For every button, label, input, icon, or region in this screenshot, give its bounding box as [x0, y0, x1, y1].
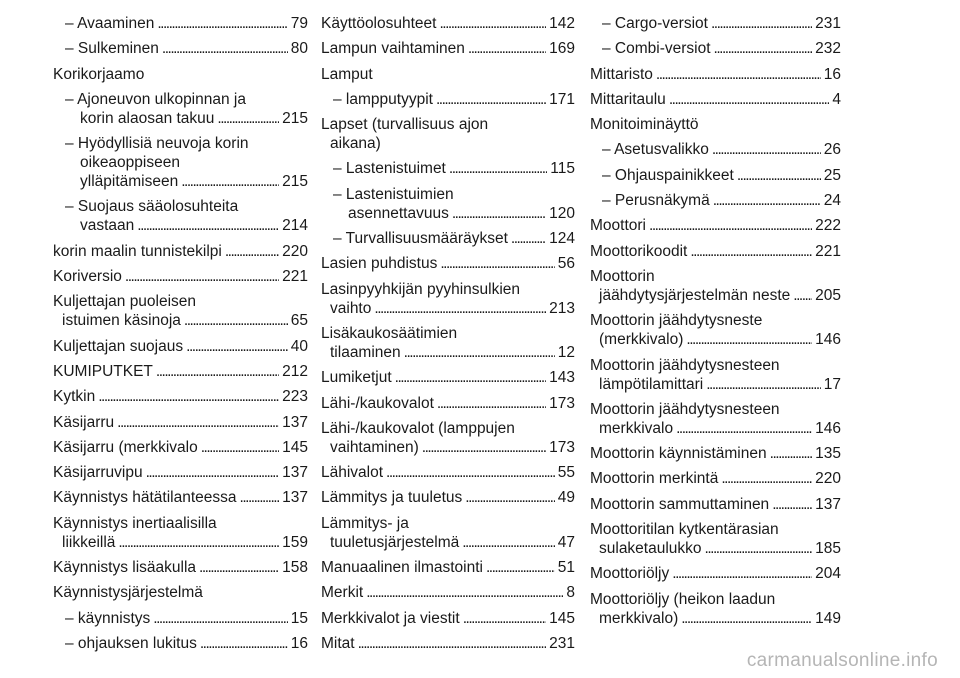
entry-text: Moottorin sammuttaminen: [590, 495, 770, 513]
index-subentry: [53, 609, 308, 628]
index-entry: [321, 558, 575, 577]
dot-leader: [440, 254, 554, 273]
index-subentry: [53, 90, 308, 128]
page-number: 4: [832, 90, 841, 108]
page-number: 24: [823, 192, 841, 210]
entry-text: Moottori: [590, 217, 646, 235]
dot-leader: [439, 14, 546, 33]
entry-text: Lasien puhdistus: [321, 255, 438, 273]
entry-text: korin maalin tunnistekilpi: [53, 242, 222, 260]
index-entry: [53, 337, 308, 356]
dot-leader: [437, 394, 546, 413]
dot-leader: [705, 539, 813, 558]
page-number: 159: [282, 533, 308, 551]
dot-leader: [676, 419, 812, 438]
page-number: 142: [549, 15, 575, 32]
dot-leader: [184, 311, 288, 330]
entry-text: – Sulkeminen: [65, 40, 159, 58]
page-number: 223: [282, 388, 308, 406]
entry-text: – Lastenistuimet: [333, 160, 446, 178]
entry-text: Lämmitys ja tuuletus: [321, 489, 463, 507]
entry-text: jäähdytysjärjestelmän neste: [599, 286, 791, 304]
dot-leader: [711, 14, 812, 33]
entry-text: merkkivalo): [599, 609, 679, 627]
page-number: 215: [282, 173, 308, 191]
entry-text: Käynnistys inertiaalisilla: [53, 514, 217, 532]
dot-leader: [118, 533, 279, 552]
index-column-1: [53, 14, 308, 659]
page-number: 124: [549, 230, 575, 248]
entry-text: – Hyödyllisiä neuvoja korin: [65, 135, 249, 153]
entry-text: Käsijarru: [53, 413, 115, 431]
page-number: 212: [282, 362, 308, 380]
index-entry: [321, 115, 575, 153]
entry-text: korin alaosan takuu: [80, 109, 215, 127]
page-number: 213: [549, 299, 575, 317]
dot-leader: [686, 330, 812, 349]
index-subentry: [53, 634, 308, 653]
index-entry: [53, 267, 308, 286]
index-entry: [321, 514, 575, 552]
dot-leader: [465, 488, 554, 507]
page-number: 220: [282, 242, 308, 260]
page-number: 149: [815, 609, 841, 627]
entry-text: Moottoritilan kytkentärasian: [590, 521, 779, 539]
dot-leader: [404, 343, 555, 362]
index-entry: [590, 115, 841, 134]
entry-text: Moottorin jäähdytysnesteen: [590, 400, 780, 418]
entry-text: Moottorin jäähdytysnesteen: [590, 356, 780, 374]
page-number: 12: [557, 343, 575, 361]
page-number: 17: [823, 375, 841, 393]
entry-text: ylläpitämiseen: [80, 173, 179, 191]
entry-text: vaihtaminen): [330, 438, 419, 456]
dot-leader: [452, 204, 546, 223]
entry-text: – käynnistys: [65, 609, 151, 627]
index-entry: [321, 65, 575, 84]
page-number: 214: [282, 217, 308, 235]
entry-text: Lamput: [321, 65, 373, 83]
dot-leader: [681, 609, 812, 628]
entry-text: Kytkin: [53, 388, 96, 406]
page-number: 40: [290, 337, 308, 355]
dot-leader: [486, 558, 555, 577]
entry-text: Moottorin: [590, 267, 655, 285]
index-subentry: [321, 185, 575, 223]
index-entry: [590, 520, 841, 558]
dot-leader: [146, 463, 280, 482]
entry-text: Lumiketjut: [321, 369, 392, 387]
page-number: 169: [549, 40, 575, 58]
page-number: 171: [549, 90, 575, 108]
index-entry: [590, 216, 841, 235]
index-subentry: [321, 159, 575, 178]
dot-leader: [463, 609, 546, 628]
index-entry: [590, 65, 841, 84]
entry-text: – Cargo-versiot: [602, 15, 708, 32]
page-number: 26: [823, 141, 841, 159]
dot-leader: [162, 39, 288, 58]
dot-leader: [358, 634, 547, 653]
entry-text: aikana): [330, 135, 381, 153]
page-number: 135: [815, 445, 841, 463]
entry-text: Kuljettajan suojaus: [53, 337, 184, 355]
entry-text: tuuletusjärjestelmä: [330, 533, 460, 551]
entry-text: Moottoriöljy (heikon laadun: [590, 590, 776, 608]
index-entry: [53, 514, 308, 552]
index-entry: [321, 280, 575, 318]
index-entry: [321, 634, 575, 653]
entry-text: Käynnistys hätätilanteessa: [53, 489, 237, 507]
index-entry: [53, 292, 308, 330]
entry-text: – Avaaminen: [65, 15, 155, 32]
dot-leader: [374, 299, 546, 318]
entry-text: – lampputyypit: [333, 90, 433, 108]
entry-text: Merkit: [321, 584, 364, 602]
dot-leader: [649, 216, 812, 235]
index-entry: [590, 444, 841, 463]
index-entry: [53, 362, 308, 381]
dot-leader: [690, 242, 812, 261]
entry-text: Korikorjaamo: [53, 65, 145, 83]
index-entry: [590, 469, 841, 488]
dot-leader: [449, 159, 547, 178]
entry-text: Lähi-/kaukovalot: [321, 394, 434, 412]
dot-leader: [153, 609, 287, 628]
entry-text: vaihto: [330, 299, 372, 317]
entry-text: – Perusnäkymä: [602, 192, 710, 210]
watermark: carmanualsonline.info: [746, 650, 938, 671]
entry-text: – Turvallisuusmääräykset: [333, 230, 508, 248]
entry-text: merkkivalo: [599, 419, 674, 437]
page-number: 56: [557, 255, 575, 273]
dot-leader: [225, 242, 279, 261]
dot-leader: [772, 495, 812, 514]
dot-leader: [422, 438, 546, 457]
index-entry: [53, 463, 308, 482]
entry-text: lämpötilamittari: [599, 375, 704, 393]
index-subentry: [53, 14, 308, 33]
page-number: 221: [815, 242, 841, 260]
dot-leader: [706, 375, 821, 394]
index-entry: [53, 583, 308, 602]
dot-leader: [240, 488, 280, 507]
entry-text: Lämmitys- ja: [321, 514, 409, 532]
entry-text: liikkeillä: [62, 533, 116, 551]
dot-leader: [713, 191, 821, 210]
dot-leader: [462, 533, 555, 552]
entry-text: – ohjauksen lukitus: [65, 634, 197, 652]
index-subentry: [590, 14, 841, 33]
dot-leader: [436, 90, 546, 109]
index-entry: [53, 242, 308, 261]
entry-text: tilaaminen: [330, 343, 401, 361]
dot-leader: [737, 166, 821, 185]
dot-leader: [386, 463, 555, 482]
index-entry: [321, 463, 575, 482]
entry-text: Manuaalinen ilmastointi: [321, 559, 483, 577]
index-subentry: [321, 90, 575, 109]
dot-leader: [117, 413, 279, 432]
entry-text: Mittaritaulu: [590, 90, 666, 108]
entry-text: – Suojaus sääolosuhteita: [65, 198, 239, 216]
dot-leader: [157, 14, 287, 33]
dot-leader: [98, 387, 279, 406]
index-entry: [590, 311, 841, 349]
dot-leader: [125, 267, 279, 286]
entry-text: sulaketaulukko: [599, 540, 702, 558]
entry-text: Lasinpyyhkijän pyyhinsulkien: [321, 280, 521, 298]
entry-text: Käynnistys lisäakulla: [53, 559, 197, 577]
dot-leader: [156, 362, 279, 381]
page-number: 120: [549, 204, 575, 222]
entry-text: oikeaoppiseen: [80, 154, 180, 172]
dot-leader: [712, 140, 821, 159]
entry-text: (merkkivalo): [599, 331, 684, 349]
index-subentry: [53, 134, 308, 191]
page-number: 146: [815, 419, 841, 437]
page-number: 231: [549, 634, 575, 652]
index-entry: [590, 590, 841, 628]
index-subentry: [53, 39, 308, 58]
page-number: 25: [823, 166, 841, 184]
entry-text: Mittaristo: [590, 65, 653, 83]
entry-text: istuimen käsinoja: [62, 312, 181, 330]
page-number: 173: [549, 438, 575, 456]
dot-leader: [656, 65, 821, 84]
entry-text: Koriversio: [53, 268, 122, 286]
dot-leader: [672, 564, 812, 583]
index-entry: [321, 488, 575, 507]
index-entry: [321, 394, 575, 413]
entry-text: – Combi-versiot: [602, 40, 711, 58]
index-entry: [590, 90, 841, 109]
dot-leader: [201, 438, 279, 457]
entry-text: Moottorin jäähdytysneste: [590, 312, 763, 330]
page-number: 65: [290, 312, 308, 330]
index-subentry: [590, 166, 841, 185]
dot-leader: [395, 368, 546, 387]
page-number: 137: [282, 489, 308, 507]
page-number: 145: [282, 438, 308, 456]
dot-leader: [186, 337, 288, 356]
page-number: 204: [815, 565, 841, 583]
page-number: 137: [815, 495, 841, 513]
dot-leader: [714, 39, 813, 58]
entry-text: asennettavuus: [348, 204, 449, 222]
page-number: 220: [815, 470, 841, 488]
entry-text: Lampun vaihtaminen: [321, 40, 465, 58]
page-number: 55: [557, 464, 575, 482]
page-number: 49: [557, 489, 575, 507]
index-entry: [53, 413, 308, 432]
page-number: 137: [282, 413, 308, 431]
index-entry: [321, 14, 575, 33]
page-number: 231: [815, 15, 841, 32]
page-number: 205: [815, 286, 841, 304]
page-number: 146: [815, 331, 841, 349]
index-entry: [590, 267, 841, 305]
entry-text: Moottorikoodit: [590, 242, 688, 260]
dot-leader: [511, 229, 546, 248]
entry-text: vastaan: [80, 217, 135, 235]
page-number: 79: [290, 15, 308, 32]
entry-text: Moottoriöljy: [590, 565, 670, 583]
index-entry: [321, 419, 575, 457]
page-number: 232: [815, 40, 841, 58]
page-number: 15: [290, 609, 308, 627]
dot-leader: [181, 172, 279, 191]
entry-text: – Ajoneuvon ulkopinnan ja: [65, 90, 246, 108]
index-entry: [53, 488, 308, 507]
entry-text: Käyttöolosuhteet: [321, 15, 437, 32]
index-entry: [53, 558, 308, 577]
index-subentry: [590, 39, 841, 58]
page-number: 185: [815, 540, 841, 558]
entry-text: – Lastenistuimien: [333, 185, 454, 203]
page-number: 137: [282, 464, 308, 482]
page-number: 222: [815, 217, 841, 235]
index-subentry: [53, 197, 308, 235]
index-subentry: [321, 229, 575, 248]
entry-text: Lapset (turvallisuus ajon: [321, 116, 489, 134]
entry-text: KUMIPUTKET: [53, 362, 153, 380]
index-entry: [321, 583, 575, 602]
dot-leader: [217, 109, 279, 128]
page-number: 16: [290, 634, 308, 652]
entry-text: Lisäkaukosäätimien: [321, 324, 458, 342]
index-subentry: [590, 140, 841, 159]
entry-text: Käynnistysjärjestelmä: [53, 584, 203, 602]
index-entry: [590, 242, 841, 261]
index-column-2: [321, 14, 575, 659]
entry-text: Moottorin merkintä: [590, 470, 719, 488]
entry-text: Käsijarruvipu: [53, 464, 143, 482]
dot-leader: [366, 583, 563, 602]
page-number: 8: [566, 584, 575, 602]
dot-leader: [199, 558, 279, 577]
page-number: 145: [549, 609, 575, 627]
index-entry: [321, 609, 575, 628]
dot-leader: [468, 39, 546, 58]
index-column-3: [590, 14, 841, 634]
page-number: 115: [550, 160, 575, 178]
index-entry: [590, 564, 841, 583]
dot-leader: [137, 216, 279, 235]
index-entry: [590, 356, 841, 394]
entry-text: Lähivalot: [321, 464, 384, 482]
page-number: 173: [549, 394, 575, 412]
page-number: 143: [549, 369, 575, 387]
dot-leader: [770, 444, 813, 463]
page-number: 215: [282, 109, 308, 127]
index-entry: [590, 400, 841, 438]
entry-text: Monitoiminäyttö: [590, 116, 699, 134]
page-number: 221: [282, 268, 308, 286]
entry-text: Kuljettajan puoleisen: [53, 293, 197, 311]
entry-text: Käsijarru (merkkivalo: [53, 438, 198, 456]
dot-leader: [669, 90, 830, 109]
index-subentry: [590, 191, 841, 210]
index-entry: [321, 39, 575, 58]
entry-text: Moottorin käynnistäminen: [590, 445, 767, 463]
entry-text: – Ohjauspainikkeet: [602, 166, 734, 184]
page-number: 80: [290, 40, 308, 58]
dot-leader: [793, 286, 812, 305]
page-number: 47: [557, 533, 575, 551]
page-number: 51: [557, 559, 575, 577]
index-entry: [321, 254, 575, 273]
index-entry: [53, 438, 308, 457]
entry-text: Merkkivalot ja viestit: [321, 609, 460, 627]
entry-text: – Asetusvalikko: [602, 141, 709, 159]
index-entry: [321, 368, 575, 387]
page-number: 16: [823, 65, 841, 83]
index-entry: [590, 495, 841, 514]
dot-leader: [200, 634, 288, 653]
index-entry: [53, 65, 308, 84]
page-number: 158: [282, 559, 308, 577]
index-entry: [321, 324, 575, 362]
dot-leader: [721, 469, 812, 488]
entry-text: Lähi-/kaukovalot (lamppujen: [321, 419, 515, 437]
index-entry: [53, 387, 308, 406]
entry-text: Mitat: [321, 634, 355, 652]
